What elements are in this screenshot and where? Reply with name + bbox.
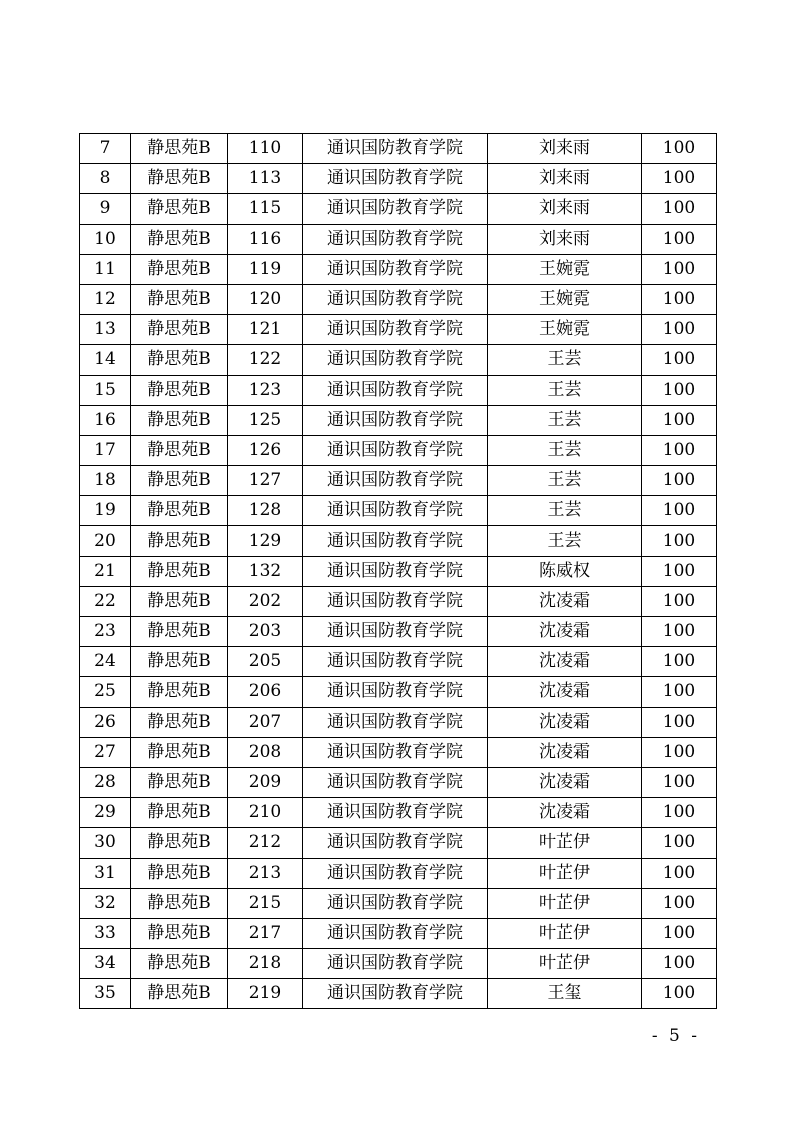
score-cell: 100 [642,949,717,979]
building-cell: 静思苑B [131,254,228,284]
name-cell: 刘来雨 [488,134,642,164]
room-cell: 208 [228,737,303,767]
seq-cell: 13 [80,315,131,345]
table-row [80,858,717,888]
building-cell: 静思苑B [131,345,228,375]
table-row [80,405,717,435]
table-row [80,949,717,979]
seq-cell: 28 [80,767,131,797]
room-cell: 125 [228,405,303,435]
college-cell: 通识国防教育学院 [303,466,488,496]
seq-cell: 34 [80,949,131,979]
room-cell: 119 [228,254,303,284]
building-cell: 静思苑B [131,828,228,858]
table-row [80,466,717,496]
table-row [80,647,717,677]
name-cell: 王婉霓 [488,254,642,284]
building-cell: 静思苑B [131,224,228,254]
seq-cell: 20 [80,526,131,556]
name-cell: 叶芷伊 [488,828,642,858]
building-cell: 静思苑B [131,707,228,737]
table-row [80,164,717,194]
table-row [80,254,717,284]
name-cell: 王芸 [488,375,642,405]
score-cell: 100 [642,194,717,224]
seq-cell: 7 [80,134,131,164]
score-cell: 100 [642,315,717,345]
college-cell: 通识国防教育学院 [303,405,488,435]
name-cell: 叶芷伊 [488,918,642,948]
name-cell: 沈凌霜 [488,617,642,647]
building-cell: 静思苑B [131,315,228,345]
college-cell: 通识国防教育学院 [303,556,488,586]
name-cell: 刘来雨 [488,164,642,194]
seq-cell: 15 [80,375,131,405]
building-cell: 静思苑B [131,737,228,767]
name-cell: 沈凌霜 [488,798,642,828]
score-cell: 100 [642,496,717,526]
table-row [80,979,717,1009]
table-row [80,556,717,586]
room-cell: 132 [228,556,303,586]
table-row [80,315,717,345]
room-cell: 205 [228,647,303,677]
name-cell: 沈凌霜 [488,707,642,737]
name-cell: 叶芷伊 [488,858,642,888]
building-cell: 静思苑B [131,647,228,677]
name-cell: 王芸 [488,496,642,526]
room-cell: 213 [228,858,303,888]
college-cell: 通识国防教育学院 [303,767,488,797]
score-cell: 100 [642,737,717,767]
college-cell: 通识国防教育学院 [303,435,488,465]
name-cell: 沈凌霜 [488,767,642,797]
table-row [80,345,717,375]
building-cell: 静思苑B [131,526,228,556]
score-cell: 100 [642,647,717,677]
name-cell: 沈凌霜 [488,677,642,707]
building-cell: 静思苑B [131,435,228,465]
building-cell: 静思苑B [131,556,228,586]
table-row [80,435,717,465]
college-cell: 通识国防教育学院 [303,134,488,164]
seq-cell: 25 [80,677,131,707]
name-cell: 王芸 [488,435,642,465]
seq-cell: 30 [80,828,131,858]
name-cell: 陈威权 [488,556,642,586]
room-cell: 127 [228,466,303,496]
room-cell: 212 [228,828,303,858]
room-cell: 129 [228,526,303,556]
building-cell: 静思苑B [131,284,228,314]
table-row [80,677,717,707]
score-cell: 100 [642,979,717,1009]
building-cell: 静思苑B [131,375,228,405]
college-cell: 通识国防教育学院 [303,888,488,918]
table-row [80,224,717,254]
table-row [80,586,717,616]
dormitory-score-table [79,133,717,1009]
table-row [80,707,717,737]
college-cell: 通识国防教育学院 [303,315,488,345]
college-cell: 通识国防教育学院 [303,284,488,314]
score-cell: 100 [642,767,717,797]
building-cell: 静思苑B [131,405,228,435]
score-cell: 100 [642,435,717,465]
college-cell: 通识国防教育学院 [303,164,488,194]
room-cell: 215 [228,888,303,918]
seq-cell: 26 [80,707,131,737]
room-cell: 210 [228,798,303,828]
score-cell: 100 [642,586,717,616]
college-cell: 通识国防教育学院 [303,617,488,647]
college-cell: 通识国防教育学院 [303,375,488,405]
seq-cell: 31 [80,858,131,888]
building-cell: 静思苑B [131,466,228,496]
score-cell: 100 [642,617,717,647]
score-cell: 100 [642,677,717,707]
score-cell: 100 [642,556,717,586]
seq-cell: 33 [80,918,131,948]
college-cell: 通识国防教育学院 [303,254,488,284]
name-cell: 沈凌霜 [488,647,642,677]
seq-cell: 19 [80,496,131,526]
college-cell: 通识国防教育学院 [303,647,488,677]
score-cell: 100 [642,707,717,737]
room-cell: 203 [228,617,303,647]
name-cell: 刘来雨 [488,194,642,224]
college-cell: 通识国防教育学院 [303,496,488,526]
score-cell: 100 [642,526,717,556]
college-cell: 通识国防教育学院 [303,194,488,224]
room-cell: 122 [228,345,303,375]
building-cell: 静思苑B [131,888,228,918]
room-cell: 123 [228,375,303,405]
seq-cell: 23 [80,617,131,647]
table-row [80,767,717,797]
seq-cell: 24 [80,647,131,677]
seq-cell: 35 [80,979,131,1009]
seq-cell: 10 [80,224,131,254]
table-row [80,828,717,858]
name-cell: 刘来雨 [488,224,642,254]
score-cell: 100 [642,858,717,888]
name-cell: 叶芷伊 [488,949,642,979]
room-cell: 209 [228,767,303,797]
room-cell: 218 [228,949,303,979]
score-cell: 100 [642,918,717,948]
college-cell: 通识国防教育学院 [303,979,488,1009]
name-cell: 王婉霓 [488,284,642,314]
table-row [80,134,717,164]
building-cell: 静思苑B [131,767,228,797]
building-cell: 静思苑B [131,949,228,979]
building-cell: 静思苑B [131,134,228,164]
table-row [80,888,717,918]
room-cell: 126 [228,435,303,465]
college-cell: 通识国防教育学院 [303,526,488,556]
building-cell: 静思苑B [131,617,228,647]
college-cell: 通识国防教育学院 [303,828,488,858]
score-cell: 100 [642,134,717,164]
room-cell: 113 [228,164,303,194]
building-cell: 静思苑B [131,586,228,616]
college-cell: 通识国防教育学院 [303,586,488,616]
room-cell: 116 [228,224,303,254]
name-cell: 叶芷伊 [488,888,642,918]
score-cell: 100 [642,466,717,496]
seq-cell: 32 [80,888,131,918]
name-cell: 王婉霓 [488,315,642,345]
seq-cell: 29 [80,798,131,828]
college-cell: 通识国防教育学院 [303,224,488,254]
score-cell: 100 [642,164,717,194]
seq-cell: 9 [80,194,131,224]
building-cell: 静思苑B [131,918,228,948]
page-number: - 5 - [651,1026,700,1046]
seq-cell: 8 [80,164,131,194]
college-cell: 通识国防教育学院 [303,949,488,979]
score-cell: 100 [642,405,717,435]
building-cell: 静思苑B [131,677,228,707]
seq-cell: 17 [80,435,131,465]
table-row [80,526,717,556]
table-row [80,918,717,948]
building-cell: 静思苑B [131,164,228,194]
table-row [80,375,717,405]
building-cell: 静思苑B [131,858,228,888]
name-cell: 王芸 [488,345,642,375]
table-row [80,737,717,767]
table-row [80,496,717,526]
college-cell: 通识国防教育学院 [303,345,488,375]
table-body [80,134,717,1009]
room-cell: 128 [228,496,303,526]
name-cell: 王芸 [488,466,642,496]
name-cell: 王玺 [488,979,642,1009]
room-cell: 115 [228,194,303,224]
building-cell: 静思苑B [131,496,228,526]
seq-cell: 12 [80,284,131,314]
room-cell: 110 [228,134,303,164]
college-cell: 通识国防教育学院 [303,677,488,707]
room-cell: 120 [228,284,303,314]
score-cell: 100 [642,224,717,254]
room-cell: 202 [228,586,303,616]
seq-cell: 27 [80,737,131,767]
score-cell: 100 [642,828,717,858]
score-cell: 100 [642,798,717,828]
name-cell: 沈凌霜 [488,737,642,767]
table-row [80,194,717,224]
seq-cell: 21 [80,556,131,586]
room-cell: 121 [228,315,303,345]
name-cell: 沈凌霜 [488,586,642,616]
table-row [80,617,717,647]
score-cell: 100 [642,284,717,314]
score-cell: 100 [642,888,717,918]
college-cell: 通识国防教育学院 [303,918,488,948]
score-cell: 100 [642,254,717,284]
college-cell: 通识国防教育学院 [303,737,488,767]
score-cell: 100 [642,345,717,375]
building-cell: 静思苑B [131,798,228,828]
room-cell: 219 [228,979,303,1009]
seq-cell: 22 [80,586,131,616]
score-cell: 100 [642,375,717,405]
table-row [80,798,717,828]
name-cell: 王芸 [488,526,642,556]
building-cell: 静思苑B [131,194,228,224]
college-cell: 通识国防教育学院 [303,798,488,828]
seq-cell: 18 [80,466,131,496]
room-cell: 217 [228,918,303,948]
seq-cell: 14 [80,345,131,375]
table-row [80,284,717,314]
building-cell: 静思苑B [131,979,228,1009]
college-cell: 通识国防教育学院 [303,858,488,888]
college-cell: 通识国防教育学院 [303,707,488,737]
name-cell: 王芸 [488,405,642,435]
seq-cell: 11 [80,254,131,284]
seq-cell: 16 [80,405,131,435]
room-cell: 206 [228,677,303,707]
room-cell: 207 [228,707,303,737]
